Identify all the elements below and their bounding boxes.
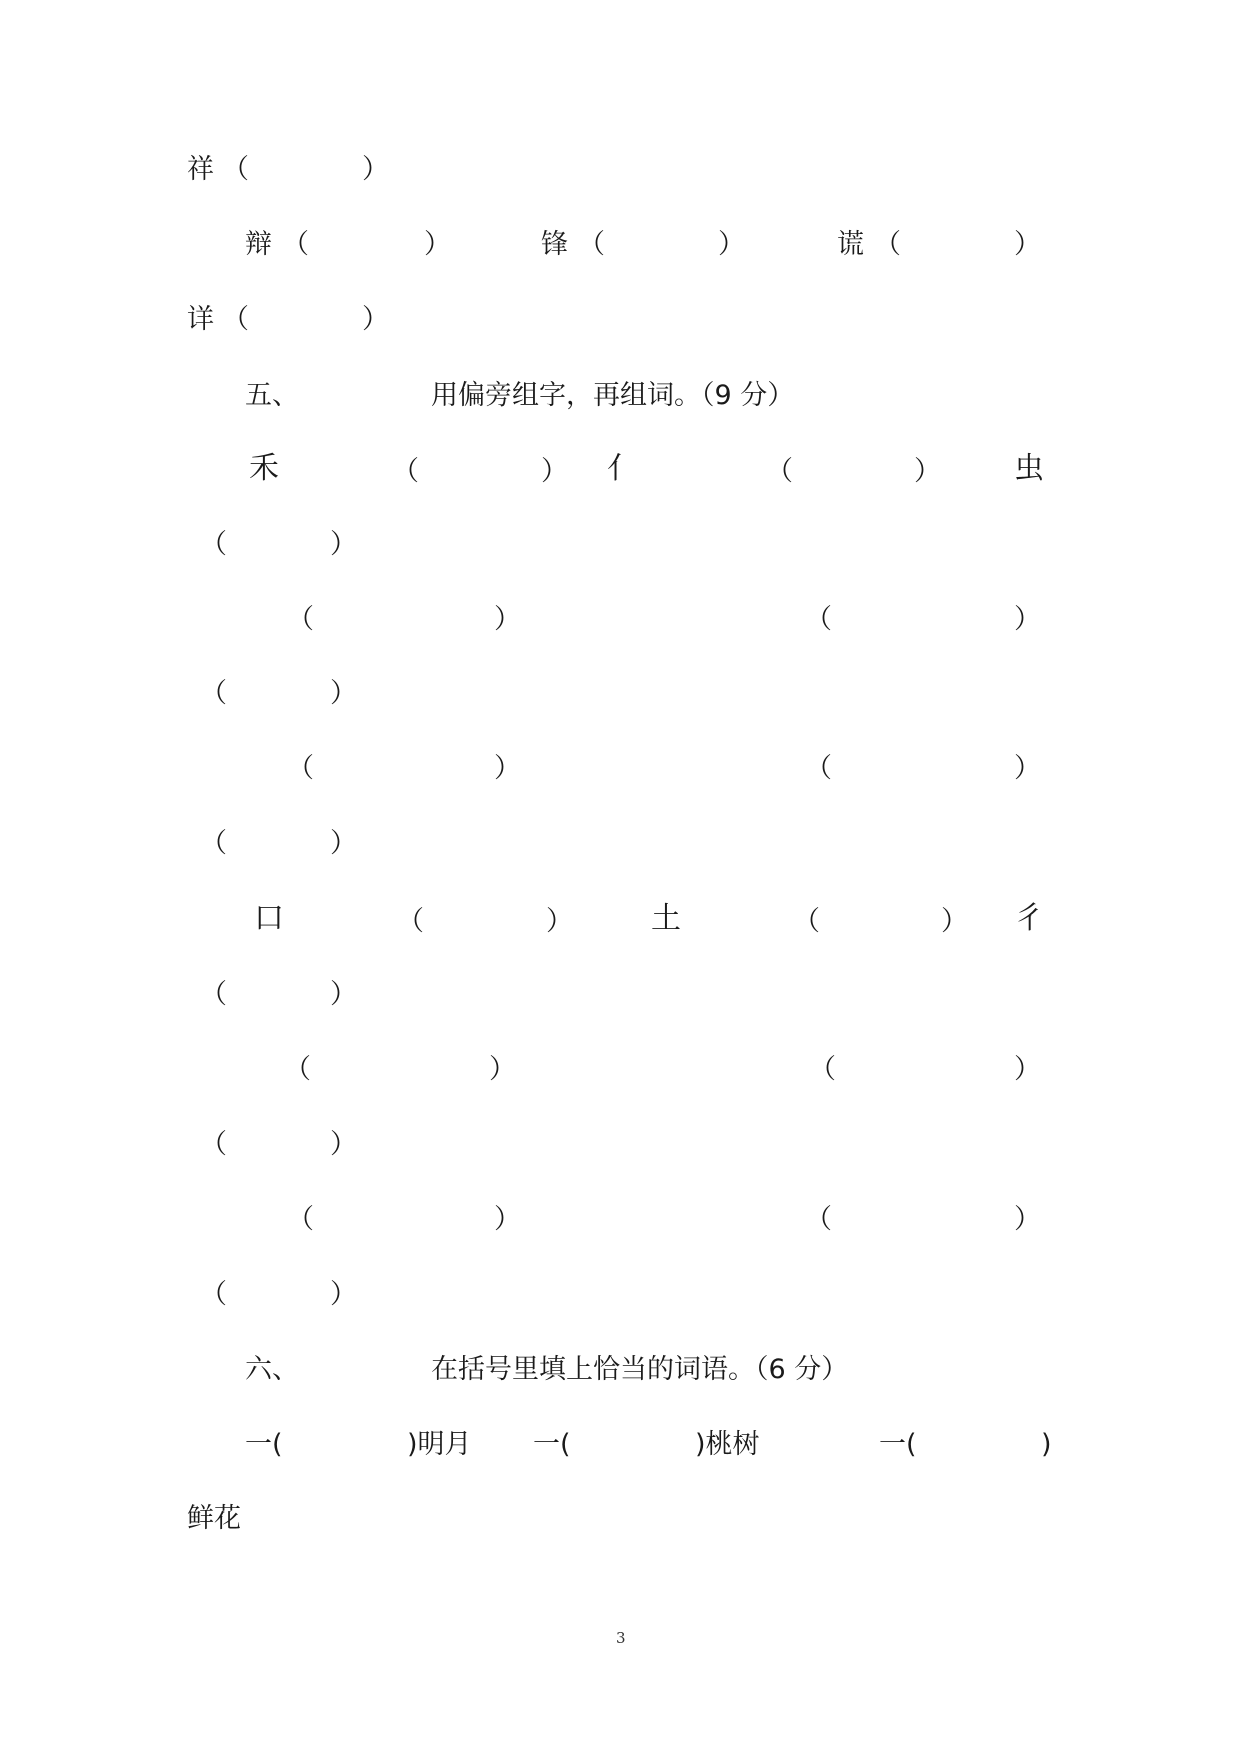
left-paren: （: [287, 604, 314, 635]
left-paren: （: [793, 906, 820, 937]
right-paren: ）: [330, 1279, 357, 1310]
right-paren: ）: [1014, 1204, 1041, 1235]
right-paren: ）: [494, 604, 521, 635]
right-paren: ）: [1014, 753, 1041, 784]
char-bian: 辩: [245, 229, 272, 260]
radical-chong: 虫: [1014, 451, 1044, 486]
right-paren: ）: [330, 828, 357, 859]
measure-word-blank: 一(: [533, 1429, 571, 1460]
page-number: 3: [616, 1629, 626, 1647]
measure-word-blank: 一(: [245, 1429, 283, 1460]
radical-ren: 亻: [607, 451, 637, 486]
right-paren: ）: [330, 529, 357, 560]
right-paren: ）: [541, 456, 568, 487]
char-feng: 锋: [541, 229, 568, 260]
section-title: 在括号里填上恰当的词语。（6 分）: [431, 1354, 849, 1385]
left-paren: （: [200, 678, 227, 709]
left-paren: （: [805, 1204, 832, 1235]
left-paren: （: [200, 1279, 227, 1310]
right-paren: ）: [424, 229, 451, 260]
left-paren: （: [222, 304, 249, 335]
blank-suffix: )明月: [407, 1429, 472, 1460]
left-paren: （: [578, 229, 605, 260]
left-paren: （: [874, 229, 901, 260]
left-paren: （: [284, 1054, 311, 1085]
right-paren: ）: [941, 906, 968, 937]
char-xiang2: 详: [187, 304, 214, 335]
right-paren: ）: [494, 753, 521, 784]
right-paren: ）: [330, 1129, 357, 1160]
right-paren: ）: [494, 1204, 521, 1235]
right-paren: ）: [489, 1054, 516, 1085]
left-paren: （: [766, 456, 793, 487]
section-number: 六、: [245, 1354, 299, 1385]
right-paren: ）: [546, 906, 573, 937]
left-paren: （: [287, 1204, 314, 1235]
blank-suffix: )桃树: [695, 1429, 760, 1460]
wrapped-word: 鲜花: [187, 1503, 241, 1534]
left-paren: （: [282, 229, 309, 260]
right-paren: ）: [362, 304, 389, 335]
char-xiang: 祥: [187, 154, 214, 185]
left-paren: （: [805, 604, 832, 635]
left-paren: （: [222, 154, 249, 185]
right-paren: ）: [718, 229, 745, 260]
left-paren: （: [200, 1129, 227, 1160]
left-paren: （: [200, 979, 227, 1010]
right-paren: ）: [1014, 229, 1041, 260]
section-title: 用偏旁组字，再组词。（9 分）: [431, 380, 795, 411]
left-paren: （: [805, 753, 832, 784]
right-paren: ）: [1014, 1054, 1041, 1085]
right-paren: ）: [914, 456, 941, 487]
measure-word-blank: 一(: [879, 1429, 917, 1460]
right-paren: ）: [1014, 604, 1041, 635]
section-number: 五、: [245, 380, 299, 411]
right-paren: ）: [330, 678, 357, 709]
left-paren: （: [200, 828, 227, 859]
radical-tu: 土: [651, 901, 681, 936]
left-paren: （: [392, 456, 419, 487]
char-huang: 谎: [837, 229, 864, 260]
right-paren: ）: [330, 979, 357, 1010]
left-paren: （: [809, 1054, 836, 1085]
right-paren: ）: [362, 154, 389, 185]
radical-he: 禾: [249, 451, 279, 486]
blank-suffix: ): [1041, 1429, 1052, 1460]
left-paren: （: [287, 753, 314, 784]
radical-chi: 彳: [1014, 901, 1044, 936]
left-paren: （: [200, 529, 227, 560]
left-paren: （: [397, 906, 424, 937]
radical-kou: 口: [254, 901, 284, 936]
